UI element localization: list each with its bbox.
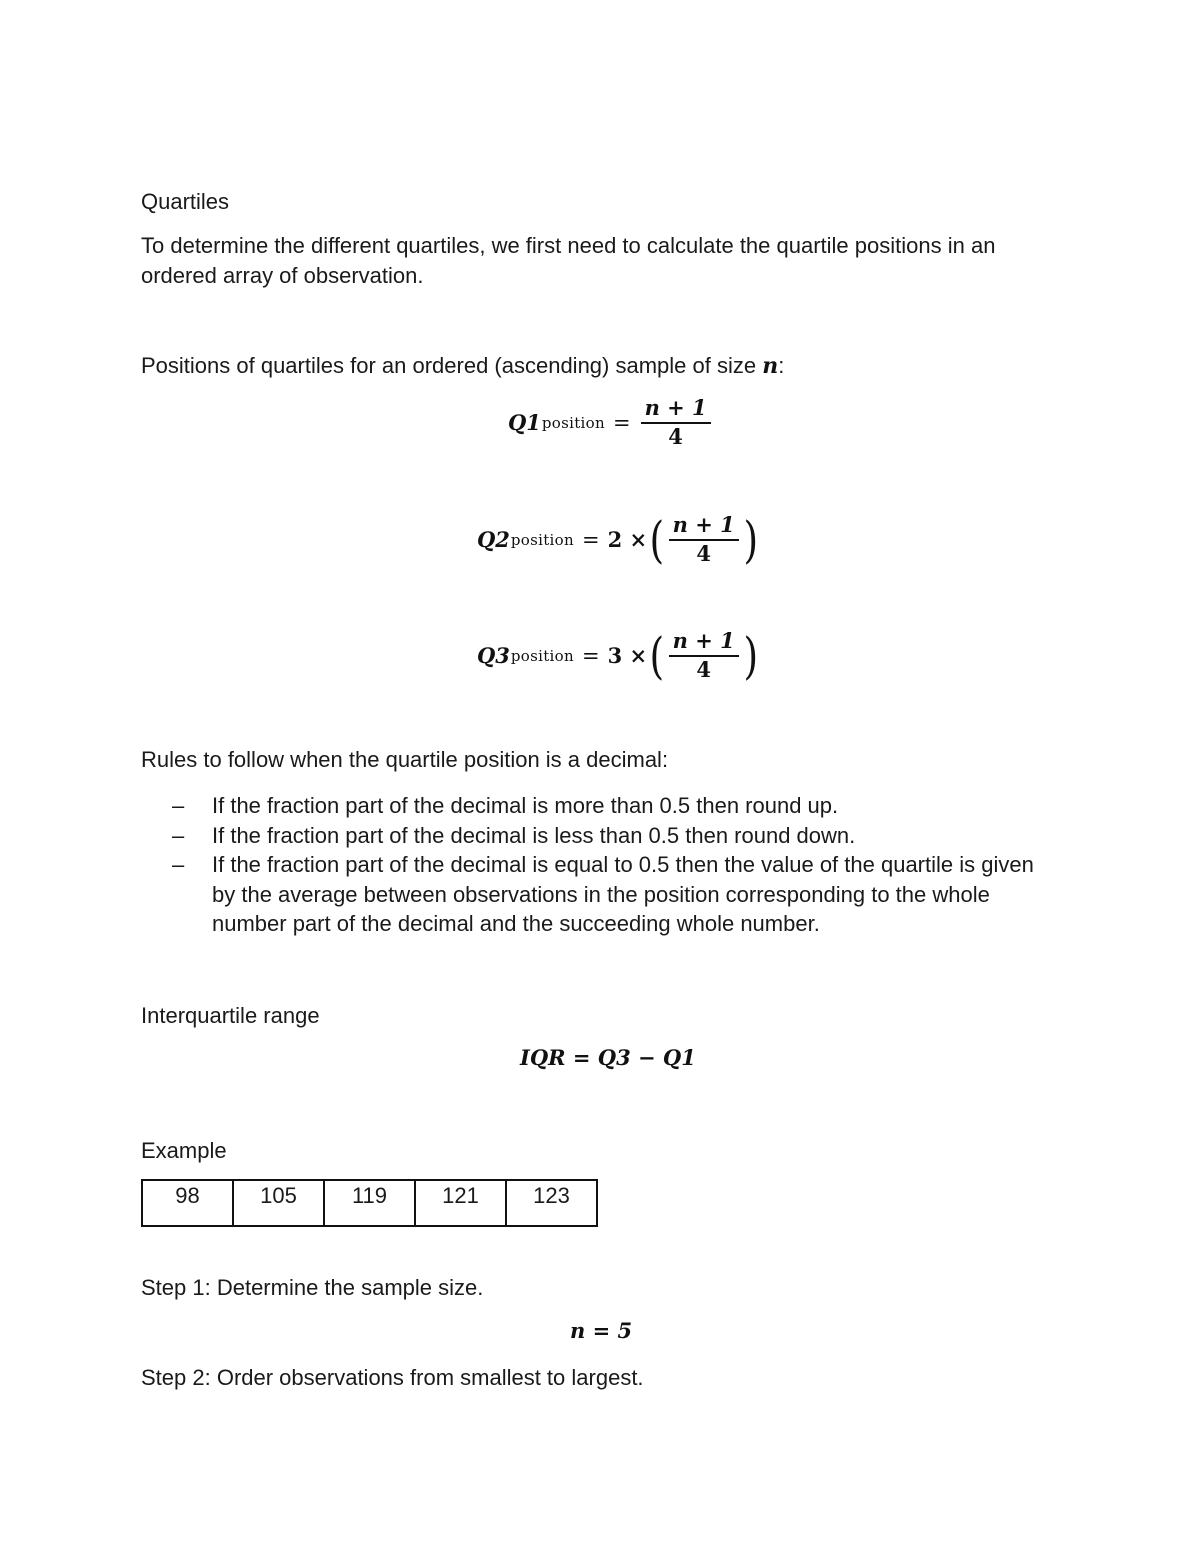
step-1: Step 1: Determine the sample size. [141, 1275, 484, 1300]
rules-heading: Rules to follow when the quartile position is a decimal: [141, 747, 669, 772]
q3-subscript: position [510, 646, 574, 665]
q1-equals: = [612, 410, 631, 435]
q3-fraction [669, 629, 739, 682]
dash-bullet: – [172, 852, 185, 877]
q3-left-paren: ( [649, 626, 665, 685]
list-item [172, 850, 1052, 939]
q3-position-formula [477, 626, 760, 685]
q1-numerator: n + 1 [644, 395, 707, 420]
iqr-heading: Interquartile range [141, 1003, 320, 1028]
step-2: Step 2: Order observations from smallest to largest. [141, 1365, 644, 1390]
list-item [172, 821, 1052, 851]
positions-heading-text: Positions of quartiles for an ordered (ascending) sample of size [141, 353, 763, 378]
intro-line-1: To determine the different quartiles, we first need to calculate the quartile positions in an [141, 233, 996, 258]
table-cell: 105 [233, 1180, 324, 1226]
q3-equals: = [581, 643, 600, 668]
intro-line-2: ordered array of observation. [141, 263, 424, 288]
q2-fraction [669, 513, 739, 566]
section-title: Quartiles [141, 189, 230, 214]
table-row [142, 1180, 597, 1226]
q3-label: Q3 [477, 643, 510, 668]
q1-subscript: position [541, 413, 605, 432]
table-cell: 121 [415, 1180, 506, 1226]
q2-subscript: position [510, 530, 574, 549]
q3-right-paren: ) [743, 626, 758, 685]
dash-bullet: – [172, 822, 185, 848]
q2-position-formula [477, 510, 760, 569]
q2-equals: = [581, 527, 600, 552]
iqr-formula: IQR = Q3 − Q1 [520, 1045, 696, 1070]
q1-denominator: 4 [668, 424, 683, 449]
table-cell: 119 [324, 1180, 415, 1226]
sample-size-formula: n = 5 [570, 1318, 633, 1343]
q2-right-paren: ) [743, 510, 758, 569]
q3-denominator: 4 [696, 657, 711, 682]
q1-position-formula [508, 396, 713, 449]
q1-fraction [641, 396, 711, 449]
positions-heading-suffix: : [778, 353, 785, 378]
dash-bullet: – [172, 793, 185, 818]
list-item [172, 791, 1052, 821]
q3-multiplier: 3 × [607, 643, 648, 668]
sample-size-variable: n [762, 353, 779, 379]
q2-label: Q2 [477, 527, 510, 552]
q2-denominator: 4 [696, 541, 711, 566]
q2-left-paren: ( [649, 510, 665, 569]
example-heading: Example [141, 1138, 227, 1163]
q2-numerator: n + 1 [672, 512, 735, 537]
rule-text: If the fraction part of the decimal is more than 0.5 then round up. [212, 793, 839, 818]
rules-list [172, 791, 1052, 939]
table-cell: 123 [506, 1180, 597, 1226]
q1-label: Q1 [508, 410, 541, 435]
rule-text: If the fraction part of the decimal is equal to 0.5 then the value of the quartile is given by the average between observations in the position corresponding to the whole number part of the decimal and the succeeding whole number. [212, 852, 1034, 936]
positions-heading [141, 351, 784, 381]
q3-numerator: n + 1 [672, 628, 735, 653]
rule-text: If the fraction part of the decimal is less than 0.5 then round down. [212, 822, 856, 848]
table-cell: 98 [142, 1180, 233, 1226]
q2-multiplier: 2 × [607, 527, 648, 552]
example-table [141, 1179, 598, 1227]
